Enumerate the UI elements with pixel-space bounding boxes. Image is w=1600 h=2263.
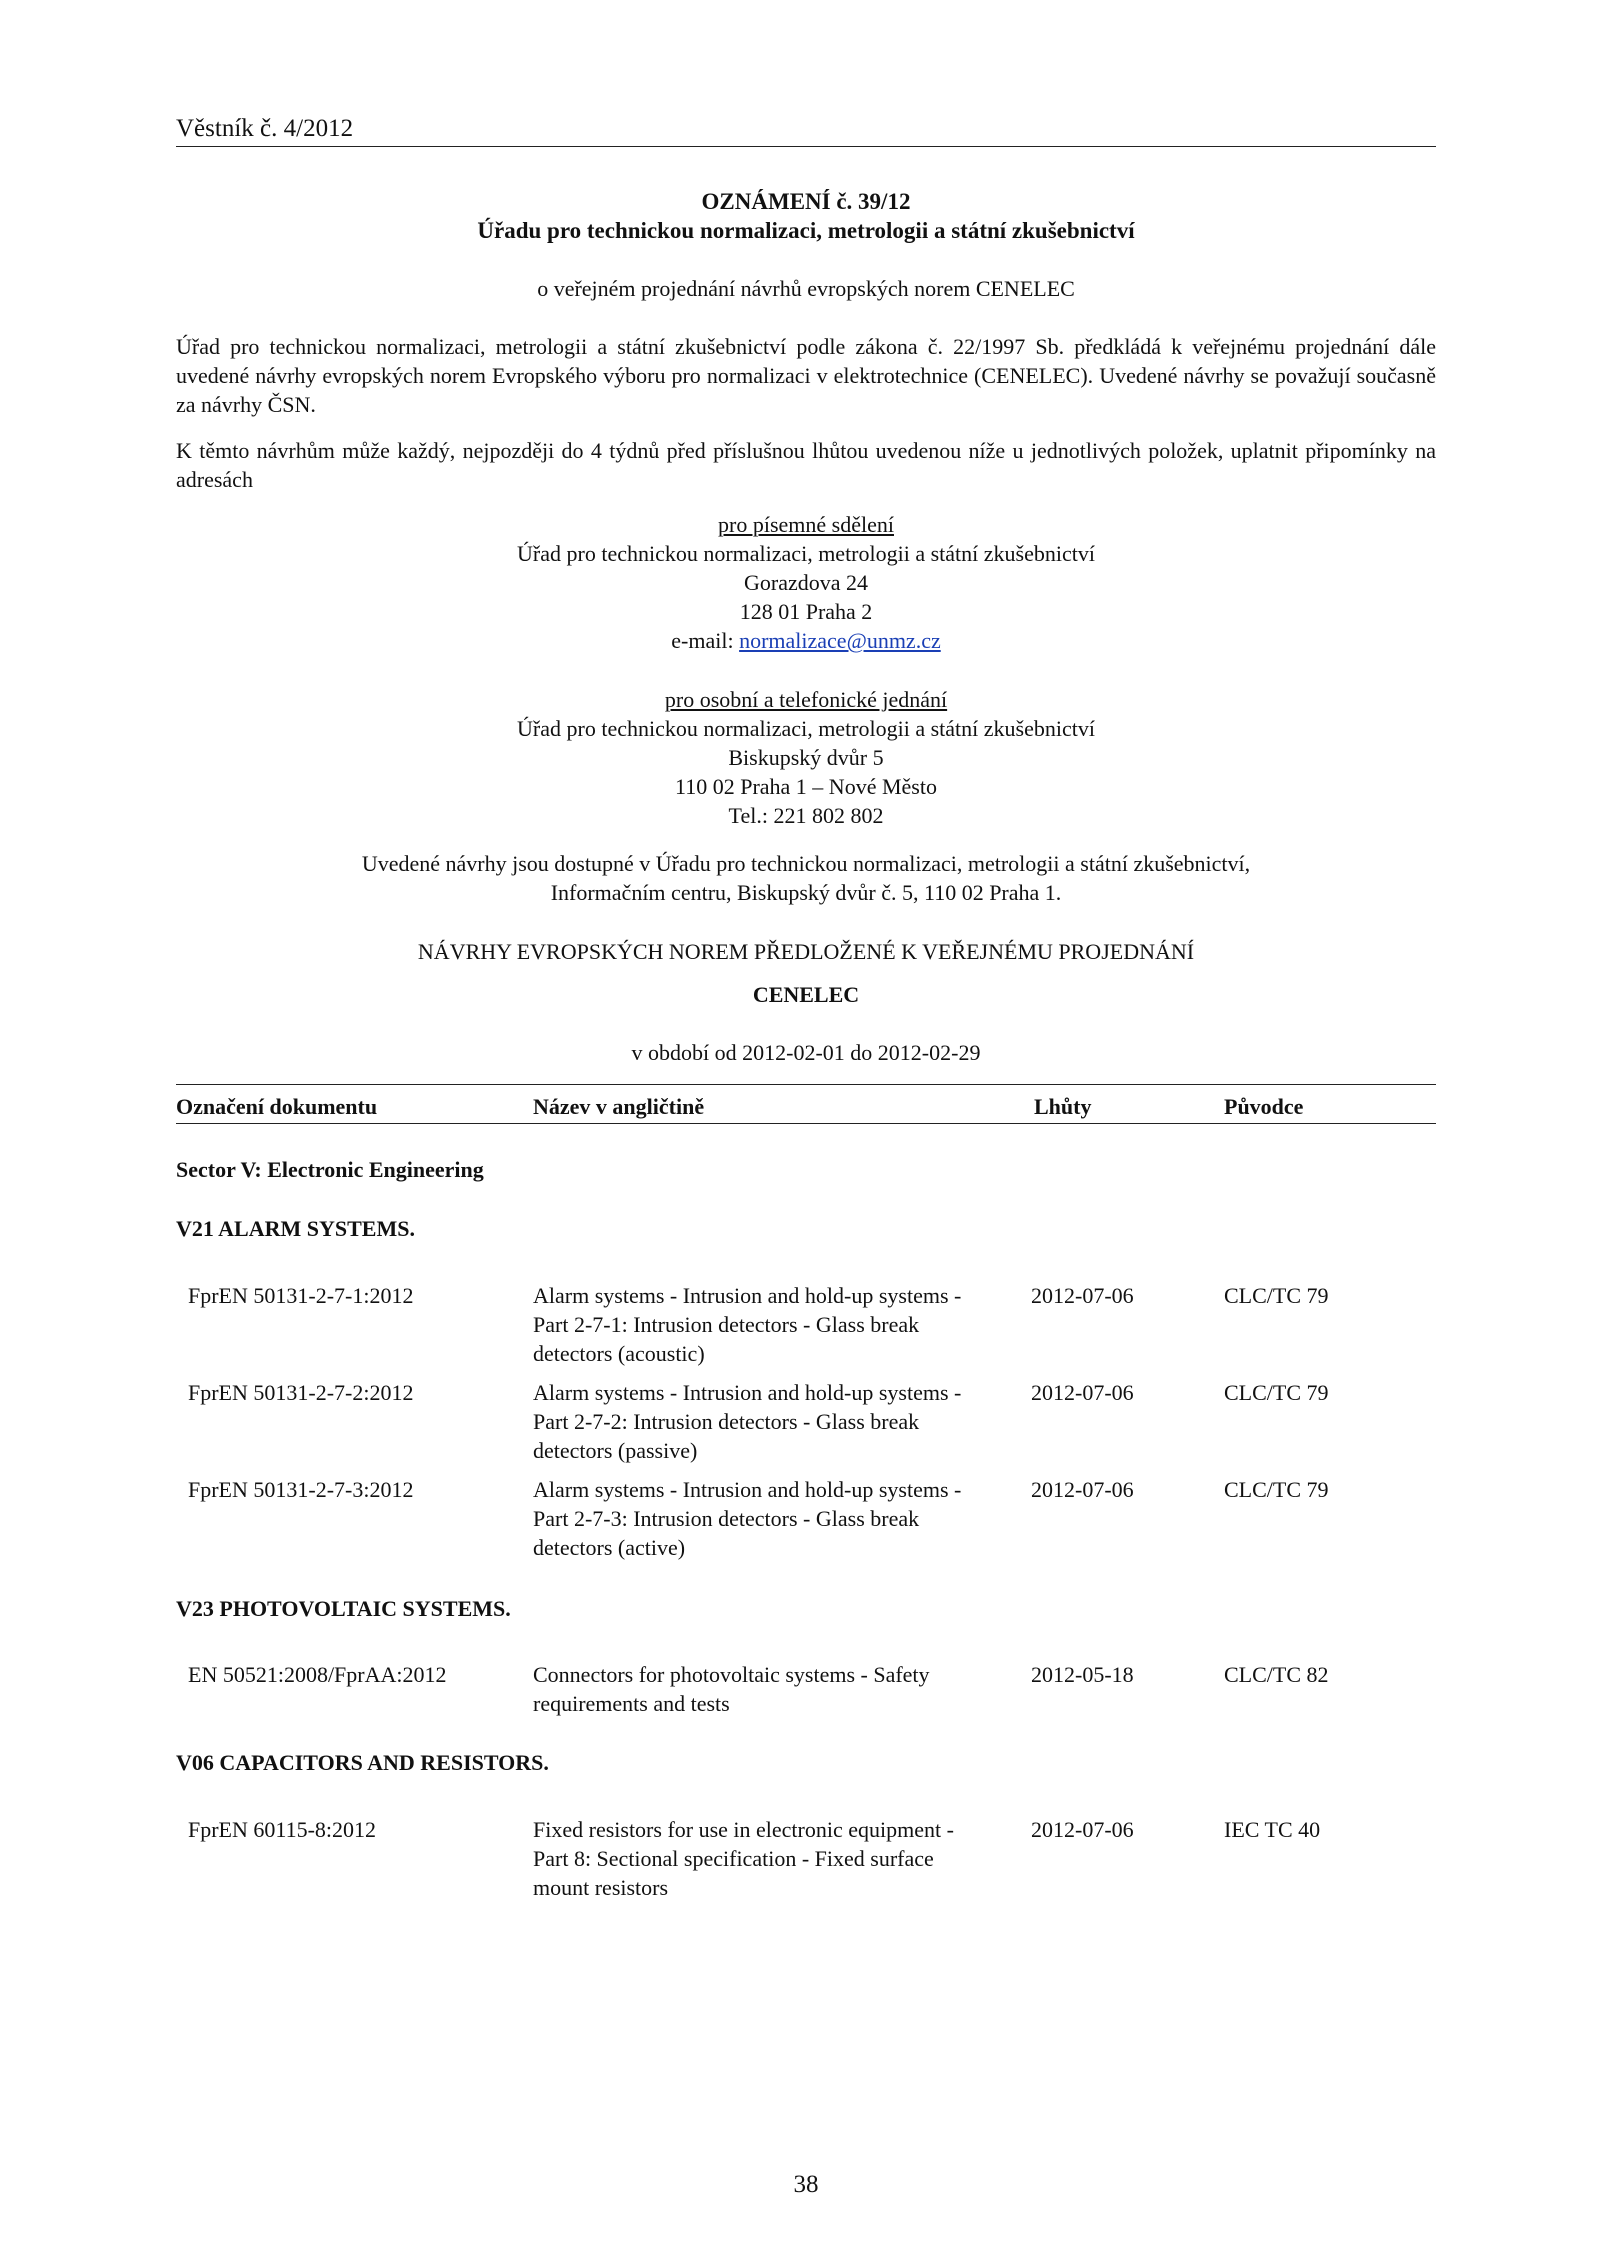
group-heading: V23 PHOTOVOLTAIC SYSTEMS. — [176, 1596, 511, 1621]
doc-title-line: Connectors for photovoltaic systems - Safety — [533, 1662, 930, 1687]
group-heading: V06 CAPACITORS AND RESISTORS. — [176, 1750, 549, 1775]
doc-title-line: requirements and tests — [533, 1691, 730, 1716]
doc-title-line: Alarm systems - Intrusion and hold-up systems - — [533, 1283, 962, 1308]
availability-line-1: Uvedené návrhy jsou dostupné v Úřadu pro technickou normalizaci, metrologii a státní zkušebnictví, — [361, 851, 1251, 876]
page-header: Věstník č. 4/2012 — [176, 115, 354, 142]
origin: CLC/TC 79 — [1224, 1283, 1329, 1308]
deadline: 2012-07-06 — [1031, 1817, 1134, 1842]
announcement-title: OZNÁMENÍ č. 39/12 — [701, 189, 911, 214]
doc-title-line: Alarm systems - Intrusion and hold-up systems - — [533, 1477, 962, 1502]
doc-title-line: detectors (active) — [533, 1535, 686, 1560]
header-document: Označení dokumentu — [176, 1094, 378, 1119]
group-heading: V21 ALARM SYSTEMS. — [176, 1216, 415, 1241]
address-personal-city: 110 02 Praha 1 – Nové Město — [675, 774, 937, 799]
intro-paragraph-2: K těmto návrhům může každý, nejpozději do 4 týdnů před příslušnou lhůtou uvedenou níže u jednotlivých položek, uplatnit připomínky na adresách — [176, 438, 1436, 492]
doc-title — [533, 1475, 1023, 1562]
page-number: 38 — [793, 2171, 819, 2198]
deadline: 2012-07-06 — [1031, 1283, 1134, 1308]
doc-id: FprEN 60115-8:2012 — [188, 1817, 377, 1842]
address-written-city: 128 01 Praha 2 — [739, 599, 873, 624]
doc-id: EN 50521:2008/FprAA:2012 — [188, 1662, 447, 1687]
doc-title-line: Fixed resistors for use in electronic equipment - — [533, 1817, 954, 1842]
header-rule — [176, 146, 1436, 147]
deadline: 2012-07-06 — [1031, 1477, 1134, 1502]
deadline: 2012-07-06 — [1031, 1380, 1134, 1405]
doc-title — [533, 1281, 1023, 1368]
address-personal — [176, 685, 1436, 830]
address-written-street: Gorazdova 24 — [743, 570, 868, 595]
doc-title — [533, 1815, 1023, 1902]
header-origin: Původce — [1224, 1094, 1304, 1119]
drafts-heading: NÁVRHY EVROPSKÝCH NOREM PŘEDLOŽENÉ K VEŘEJNÉMU PROJEDNÁNÍ — [417, 939, 1195, 964]
email-link[interactable]: normalizace@unmz.cz — [739, 628, 941, 653]
doc-title-line: Part 2-7-1: Intrusion detectors - Glass break — [533, 1312, 920, 1337]
doc-id: FprEN 50131-2-7-1:2012 — [188, 1283, 414, 1308]
doc-title — [533, 1660, 1023, 1718]
address-written-org: Úřad pro technickou normalizaci, metrologii a státní zkušebnictví — [517, 541, 1095, 566]
origin: IEC TC 40 — [1224, 1817, 1321, 1842]
intro-paragraph-1: Úřad pro technickou normalizaci, metrologii a státní zkušebnictví podle zákona č. 22/1997 Sb. předkládá k veřejnému projednání dále uvedené návrhy evropských norem Evropského výboru pro normalizaci v elektrotechnice (CENELEC). Uvedené návrhy se považují současně za návrhy ČSN. — [176, 334, 1436, 417]
doc-title-line: detectors (passive) — [533, 1438, 698, 1463]
doc-title-line: Part 2-7-2: Intrusion detectors - Glass break — [533, 1409, 920, 1434]
announcement-issuer: Úřadu pro technickou normalizaci, metrologii a státní zkušebnictví — [477, 218, 1135, 243]
address-personal-org: Úřad pro technickou normalizaci, metrologii a státní zkušebnictví — [517, 716, 1095, 741]
doc-title — [533, 1378, 1023, 1465]
address-personal-heading: pro osobní a telefonické jednání — [664, 687, 948, 712]
table-header — [176, 1084, 1436, 1124]
doc-id: FprEN 50131-2-7-3:2012 — [188, 1477, 414, 1502]
doc-title-line: Alarm systems - Intrusion and hold-up systems - — [533, 1380, 962, 1405]
address-written-heading: pro písemné sdělení — [718, 512, 894, 537]
sector-heading: Sector V: Electronic Engineering — [176, 1157, 484, 1182]
availability-line-2: Informačním centru, Biskupský dvůr č. 5, 110 02 Praha 1. — [550, 880, 1062, 905]
header-name-english: Název v angličtině — [533, 1094, 705, 1119]
header-deadline: Lhůty — [1034, 1094, 1092, 1119]
doc-title-line: Part 2-7-3: Intrusion detectors - Glass break — [533, 1506, 920, 1531]
doc-title-line: detectors (acoustic) — [533, 1341, 705, 1366]
origin: CLC/TC 79 — [1224, 1477, 1329, 1502]
drafts-period: v období od 2012-02-01 do 2012-02-29 — [631, 1040, 981, 1065]
drafts-org: CENELEC — [752, 982, 860, 1007]
doc-id: FprEN 50131-2-7-2:2012 — [188, 1380, 414, 1405]
origin: CLC/TC 79 — [1224, 1380, 1329, 1405]
doc-title-line: mount resistors — [533, 1875, 669, 1900]
address-personal-street: Biskupský dvůr 5 — [728, 745, 884, 770]
origin: CLC/TC 82 — [1224, 1662, 1329, 1687]
deadline: 2012-05-18 — [1031, 1662, 1134, 1687]
doc-title-line: Part 8: Sectional specification - Fixed surface — [533, 1846, 934, 1871]
address-personal-phone: Tel.: 221 802 802 — [728, 803, 884, 828]
address-written — [176, 510, 1436, 655]
email-label: e-mail: — [671, 628, 740, 653]
announcement-subject: o veřejném projednání návrhů evropských norem CENELEC — [537, 276, 1075, 301]
